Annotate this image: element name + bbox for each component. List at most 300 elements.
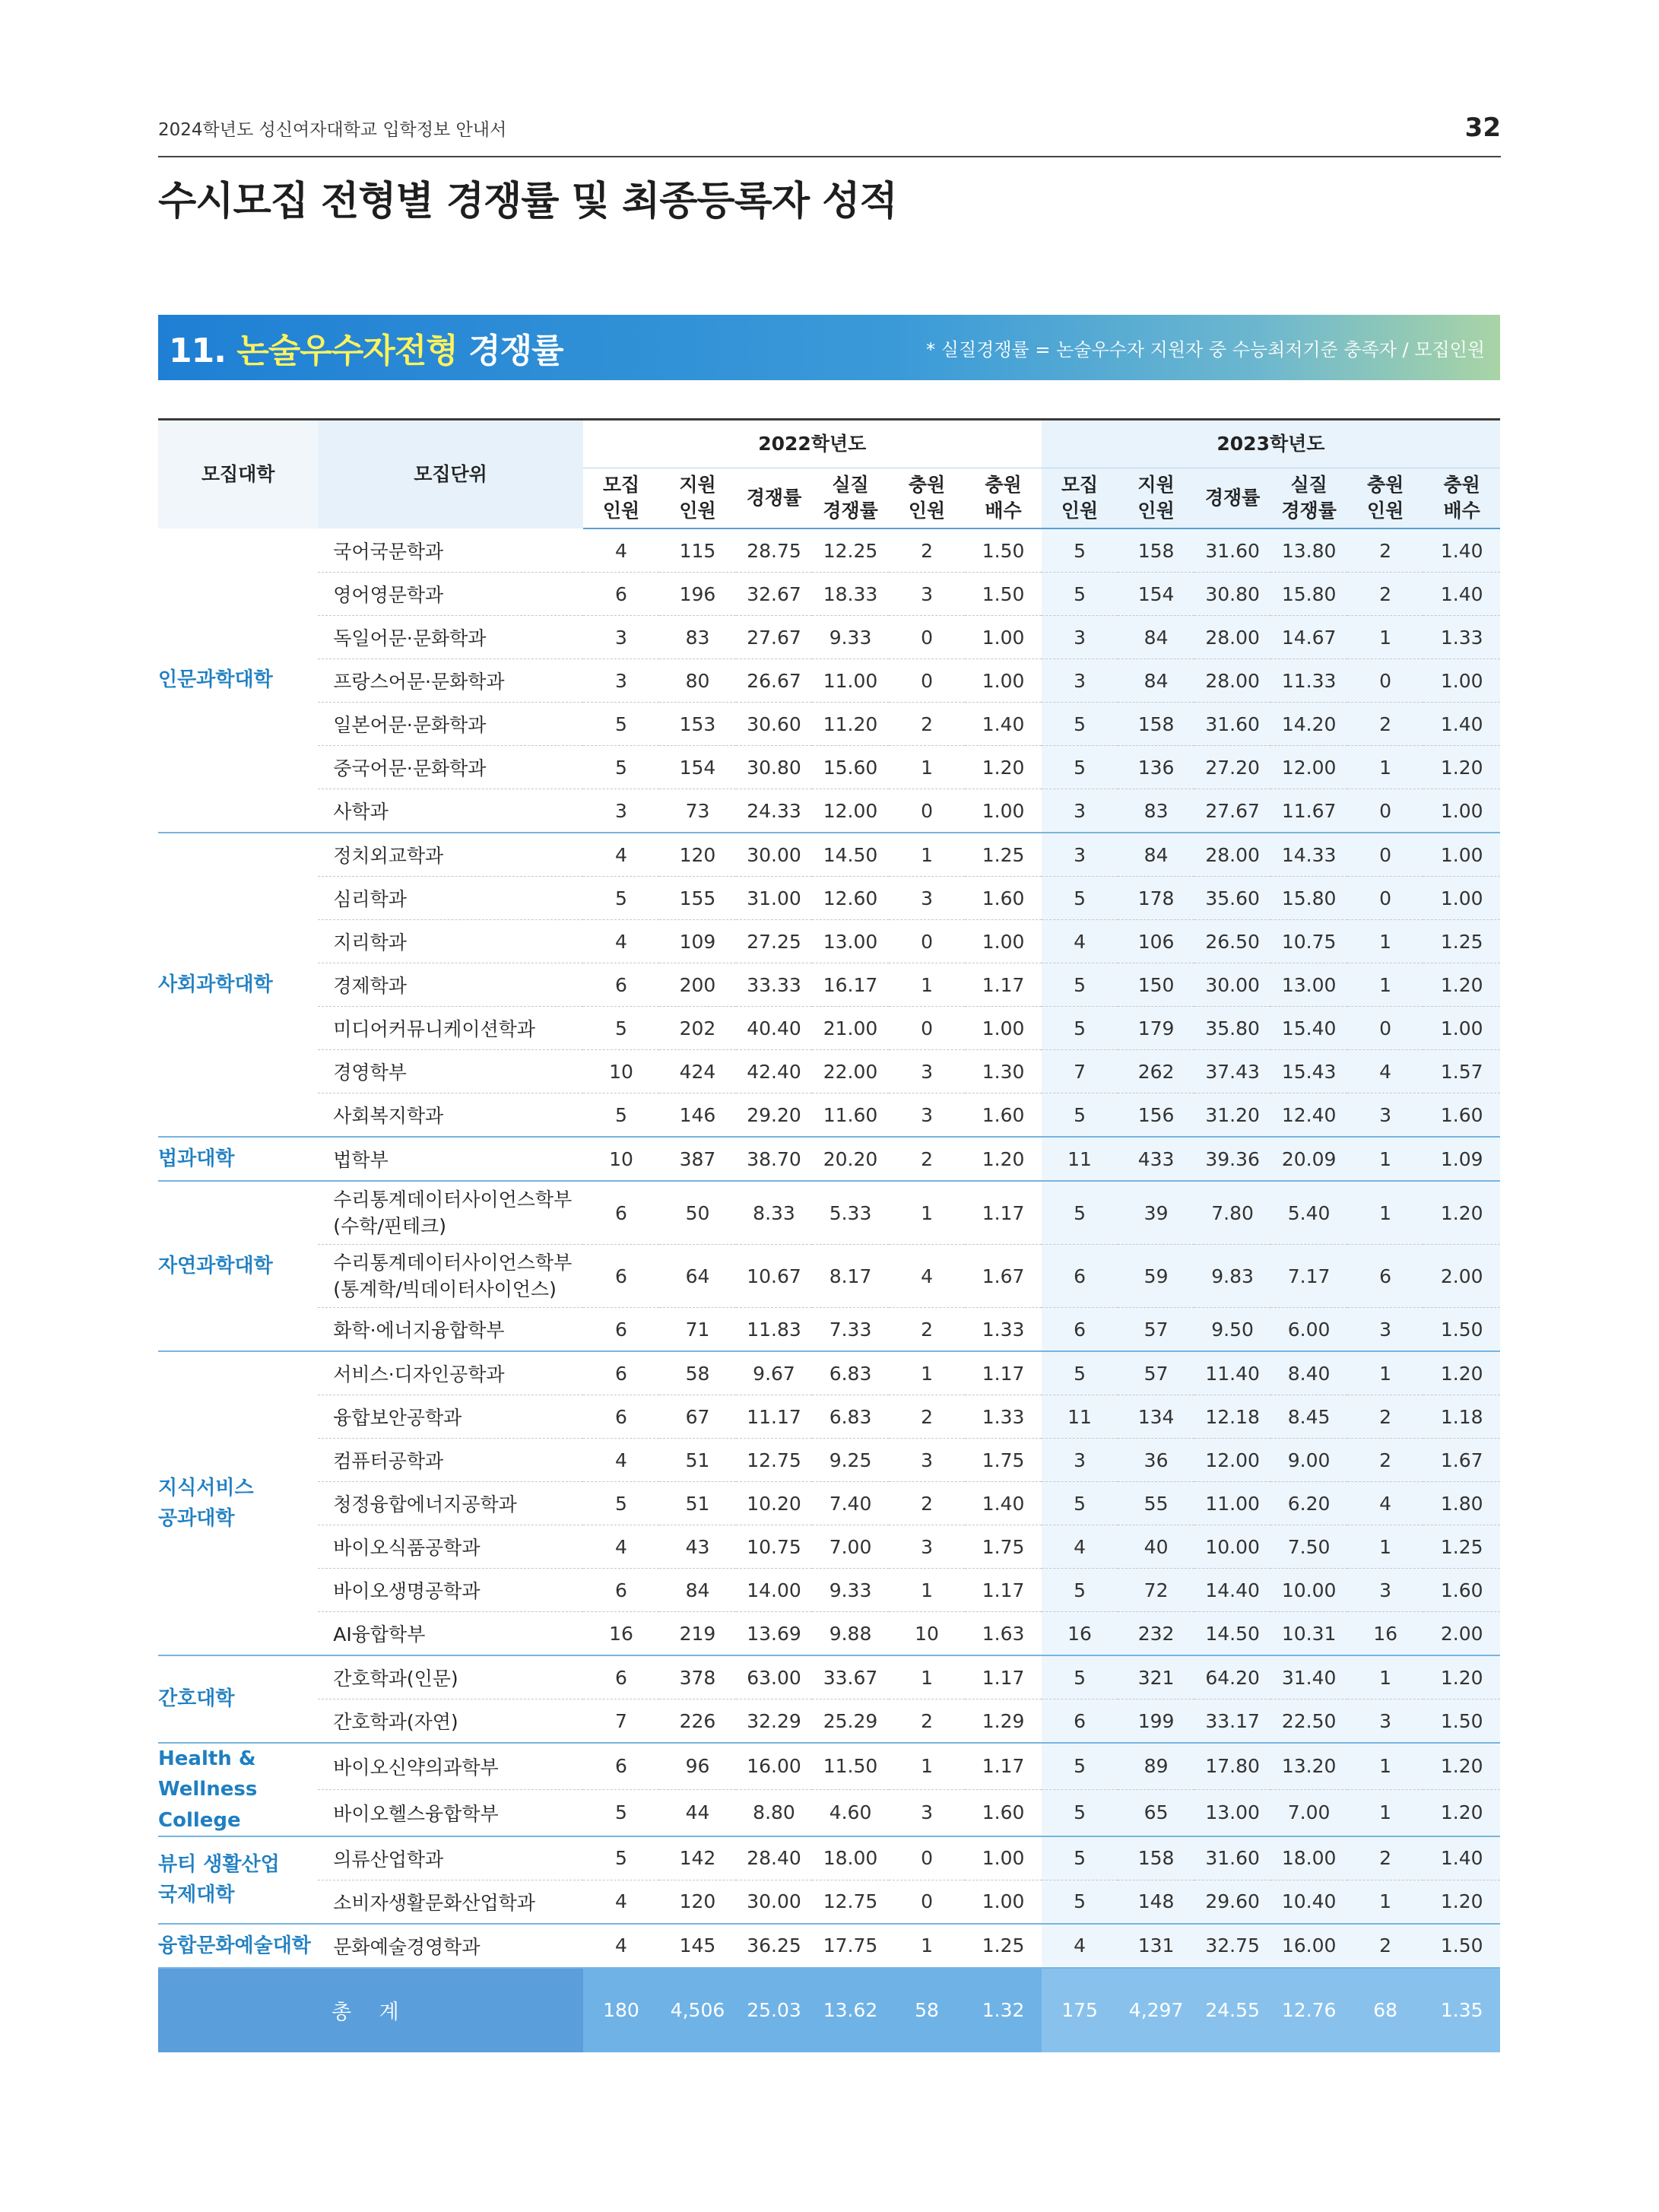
- cell-value: 6.00: [1270, 1308, 1347, 1352]
- total-value: 1.35: [1423, 1968, 1500, 2052]
- cell-value: 7.40: [812, 1482, 889, 1525]
- sub-header-2022-2: 경쟁률: [736, 468, 813, 529]
- cell-value: 15.80: [1270, 877, 1347, 920]
- cell-value: 1.25: [965, 1924, 1042, 1968]
- cell-value: 262: [1118, 1050, 1194, 1093]
- cell-value: 6.83: [812, 1351, 889, 1395]
- cell-value: 8.33: [736, 1181, 813, 1245]
- cell-value: 1: [1347, 1655, 1424, 1699]
- cell-value: 1: [1347, 920, 1424, 963]
- cell-value: 1.00: [965, 920, 1042, 963]
- page-number: 32: [1464, 113, 1501, 143]
- cell-value: 148: [1118, 1880, 1194, 1924]
- cell-value: 2: [889, 703, 966, 746]
- cell-value: 40: [1118, 1525, 1194, 1569]
- univ-name: 뷰티 생활산업 국제대학: [158, 1836, 318, 1924]
- cell-value: 6: [1042, 1699, 1118, 1744]
- cell-value: 5: [1042, 963, 1118, 1007]
- cell-value: 11.83: [736, 1308, 813, 1352]
- cell-value: 1.00: [1423, 833, 1500, 877]
- cell-value: 0: [889, 1880, 966, 1924]
- cell-value: 9.83: [1194, 1245, 1271, 1308]
- cell-value: 1: [889, 1181, 966, 1245]
- cell-value: 12.60: [812, 877, 889, 920]
- cell-value: 30.00: [736, 1880, 813, 1924]
- cell-value: 67: [659, 1395, 736, 1439]
- cell-value: 1.17: [965, 1351, 1042, 1395]
- cell-value: 12.75: [812, 1880, 889, 1924]
- cell-value: 6.83: [812, 1395, 889, 1439]
- univ-name: 사회과학대학: [158, 833, 318, 1137]
- cell-value: 11: [1042, 1137, 1118, 1181]
- cell-value: 3: [583, 789, 660, 833]
- table-row: [158, 1007, 1500, 1050]
- dept-name: 바이오식품공학과: [318, 1525, 582, 1569]
- cell-value: 4: [583, 920, 660, 963]
- cell-value: 1.30: [965, 1050, 1042, 1093]
- dept-name: 간호학과(인문): [318, 1655, 582, 1699]
- cell-value: 11.00: [1194, 1482, 1271, 1525]
- cell-value: 83: [1118, 789, 1194, 833]
- cell-value: 27.25: [736, 920, 813, 963]
- cell-value: 1.50: [1423, 1699, 1500, 1744]
- cell-value: 378: [659, 1655, 736, 1699]
- cell-value: 7: [1042, 1050, 1118, 1093]
- cell-value: 7.33: [812, 1308, 889, 1352]
- cell-value: 10: [889, 1612, 966, 1656]
- cell-value: 155: [659, 877, 736, 920]
- cell-value: 1: [1347, 1181, 1424, 1245]
- cell-value: 27.67: [736, 616, 813, 659]
- dept-name: 국어국문학과: [318, 528, 582, 573]
- cell-value: 1.50: [1423, 1308, 1500, 1352]
- table-row: [158, 746, 1500, 789]
- cell-value: 35.60: [1194, 877, 1271, 920]
- cell-value: 4: [1347, 1050, 1424, 1093]
- sub-header-2022-0: 모집 인원: [583, 468, 660, 529]
- cell-value: 14.67: [1270, 616, 1347, 659]
- cell-value: 39: [1118, 1181, 1194, 1245]
- cell-value: 219: [659, 1612, 736, 1656]
- cell-value: 10.20: [736, 1482, 813, 1525]
- cell-value: 179: [1118, 1007, 1194, 1050]
- cell-value: 6: [583, 1569, 660, 1612]
- cell-value: 16.00: [736, 1743, 813, 1789]
- cell-value: 1: [1347, 1351, 1424, 1395]
- cell-value: 14.20: [1270, 703, 1347, 746]
- section-number: 11.: [169, 332, 226, 370]
- table-row: [158, 1569, 1500, 1612]
- cell-value: 1.20: [1423, 1655, 1500, 1699]
- cell-value: 3: [583, 616, 660, 659]
- cell-value: 11.67: [1270, 789, 1347, 833]
- cell-value: 8.17: [812, 1245, 889, 1308]
- header-year-2022: 2022학년도: [583, 420, 1042, 468]
- cell-value: 9.67: [736, 1351, 813, 1395]
- table-row: [158, 1351, 1500, 1395]
- cell-value: 3: [889, 877, 966, 920]
- cell-value: 106: [1118, 920, 1194, 963]
- cell-value: 120: [659, 833, 736, 877]
- cell-value: 5: [1042, 1351, 1118, 1395]
- cell-value: 10.67: [736, 1245, 813, 1308]
- cell-value: 3: [1042, 789, 1118, 833]
- cell-value: 1.33: [965, 1308, 1042, 1352]
- table-row: [158, 1137, 1500, 1181]
- cell-value: 1: [1347, 963, 1424, 1007]
- cell-value: 150: [1118, 963, 1194, 1007]
- dept-name: 화학·에너지융합학부: [318, 1308, 582, 1352]
- cell-value: 4.60: [812, 1789, 889, 1836]
- cell-value: 80: [659, 659, 736, 703]
- cell-value: 2: [1347, 1395, 1424, 1439]
- cell-value: 59: [1118, 1245, 1194, 1308]
- cell-value: 1.00: [965, 616, 1042, 659]
- table-row: [158, 1699, 1500, 1744]
- cell-value: 12.75: [736, 1439, 813, 1482]
- cell-value: 64: [659, 1245, 736, 1308]
- cell-value: 9.33: [812, 616, 889, 659]
- total-value: 1.32: [965, 1968, 1042, 2052]
- cell-value: 51: [659, 1439, 736, 1482]
- cell-value: 13.00: [1270, 963, 1347, 1007]
- cell-value: 5: [583, 877, 660, 920]
- cell-value: 1: [1347, 1743, 1424, 1789]
- cell-value: 4: [583, 1439, 660, 1482]
- dept-name: 경영학부: [318, 1050, 582, 1093]
- cell-value: 27.67: [1194, 789, 1271, 833]
- cell-value: 64.20: [1194, 1655, 1271, 1699]
- cell-value: 5: [1042, 1007, 1118, 1050]
- cell-value: 1: [889, 833, 966, 877]
- cell-value: 4: [1042, 1525, 1118, 1569]
- table-row: [158, 1395, 1500, 1439]
- cell-value: 1: [1347, 616, 1424, 659]
- dept-name: AI융합학부: [318, 1612, 582, 1656]
- cell-value: 9.33: [812, 1569, 889, 1612]
- cell-value: 1.57: [1423, 1050, 1500, 1093]
- cell-value: 55: [1118, 1482, 1194, 1525]
- cell-value: 25.29: [812, 1699, 889, 1744]
- cell-value: 1.18: [1423, 1395, 1500, 1439]
- cell-value: 4: [1042, 920, 1118, 963]
- cell-value: 8.40: [1270, 1351, 1347, 1395]
- cell-value: 1.17: [965, 963, 1042, 1007]
- cell-value: 109: [659, 920, 736, 963]
- sub-header-2023-3: 실질 경쟁률: [1270, 468, 1347, 529]
- cell-value: 6: [583, 1181, 660, 1245]
- cell-value: 1: [889, 963, 966, 1007]
- cell-value: 6: [1042, 1245, 1118, 1308]
- cell-value: 14.33: [1270, 833, 1347, 877]
- cell-value: 158: [1118, 528, 1194, 573]
- cell-value: 5: [583, 1482, 660, 1525]
- cell-value: 13.00: [1194, 1789, 1271, 1836]
- cell-value: 2: [889, 1482, 966, 1525]
- dept-name: 간호학과(자연): [318, 1699, 582, 1744]
- cell-value: 72: [1118, 1569, 1194, 1612]
- cell-value: 3: [1042, 833, 1118, 877]
- cell-value: 1.25: [965, 833, 1042, 877]
- total-row: [158, 1968, 1500, 2052]
- cell-value: 11.33: [1270, 659, 1347, 703]
- cell-value: 5.33: [812, 1181, 889, 1245]
- dept-name: 융합보안공학과: [318, 1395, 582, 1439]
- cell-value: 2: [889, 1137, 966, 1181]
- dept-name: 사학과: [318, 789, 582, 833]
- cell-value: 8.80: [736, 1789, 813, 1836]
- cell-value: 4: [583, 1525, 660, 1569]
- cell-value: 57: [1118, 1351, 1194, 1395]
- cell-value: 2: [1347, 703, 1424, 746]
- total-value: 175: [1042, 1968, 1118, 2052]
- cell-value: 5: [1042, 703, 1118, 746]
- cell-value: 5: [583, 1789, 660, 1836]
- cell-value: 1.80: [1423, 1482, 1500, 1525]
- table-row: [158, 659, 1500, 703]
- cell-value: 142: [659, 1836, 736, 1880]
- cell-value: 7.50: [1270, 1525, 1347, 1569]
- cell-value: 11.20: [812, 703, 889, 746]
- cell-value: 4: [583, 833, 660, 877]
- table-row: [158, 1093, 1500, 1138]
- cell-value: 31.20: [1194, 1093, 1271, 1138]
- cell-value: 321: [1118, 1655, 1194, 1699]
- cell-value: 32.75: [1194, 1924, 1271, 1968]
- sub-header-2022-1: 지원 인원: [659, 468, 736, 529]
- cell-value: 1.17: [965, 1181, 1042, 1245]
- cell-value: 18.00: [812, 1836, 889, 1880]
- cell-value: 28.75: [736, 528, 813, 573]
- dept-name: 지리학과: [318, 920, 582, 963]
- cell-value: 5: [1042, 1655, 1118, 1699]
- cell-value: 145: [659, 1924, 736, 1968]
- cell-value: 1.00: [1423, 877, 1500, 920]
- cell-value: 13.20: [1270, 1743, 1347, 1789]
- cell-value: 5: [1042, 1093, 1118, 1138]
- cell-value: 84: [659, 1569, 736, 1612]
- cell-value: 63.00: [736, 1655, 813, 1699]
- table-row: [158, 920, 1500, 963]
- cell-value: 16: [583, 1612, 660, 1656]
- cell-value: 28.00: [1194, 833, 1271, 877]
- table-row: [158, 789, 1500, 833]
- cell-value: 7.00: [1270, 1789, 1347, 1836]
- cell-value: 134: [1118, 1395, 1194, 1439]
- cell-value: 1.00: [965, 789, 1042, 833]
- cell-value: 17.80: [1194, 1743, 1271, 1789]
- cell-value: 39.36: [1194, 1137, 1271, 1181]
- cell-value: 1.20: [1423, 1743, 1500, 1789]
- dept-name: 프랑스어문·문화학과: [318, 659, 582, 703]
- cell-value: 11.17: [736, 1395, 813, 1439]
- cell-value: 71: [659, 1308, 736, 1352]
- cell-value: 1: [889, 1743, 966, 1789]
- cell-value: 22.50: [1270, 1699, 1347, 1744]
- cell-value: 31.60: [1194, 1836, 1271, 1880]
- cell-value: 21.00: [812, 1007, 889, 1050]
- cell-value: 4: [1347, 1482, 1424, 1525]
- dept-name: 심리학과: [318, 877, 582, 920]
- cell-value: 6: [583, 1308, 660, 1352]
- cell-value: 9.50: [1194, 1308, 1271, 1352]
- cell-value: 30.00: [736, 833, 813, 877]
- cell-value: 1.00: [965, 659, 1042, 703]
- cell-value: 158: [1118, 1836, 1194, 1880]
- cell-value: 120: [659, 1880, 736, 1924]
- cell-value: 11.40: [1194, 1351, 1271, 1395]
- cell-value: 0: [889, 1836, 966, 1880]
- cell-value: 1.40: [1423, 1836, 1500, 1880]
- sub-header-2023-5: 충원 배수: [1423, 468, 1500, 529]
- cell-value: 24.33: [736, 789, 813, 833]
- cell-value: 58: [659, 1351, 736, 1395]
- cell-value: 26.50: [1194, 920, 1271, 963]
- total-value: 4,297: [1118, 1968, 1194, 2052]
- cell-value: 32.29: [736, 1699, 813, 1744]
- cell-value: 30.60: [736, 703, 813, 746]
- dept-name: 사회복지학과: [318, 1093, 582, 1138]
- cell-value: 1.00: [1423, 1007, 1500, 1050]
- dept-name: 컴퓨터공학과: [318, 1439, 582, 1482]
- cell-value: 10.75: [736, 1525, 813, 1569]
- cell-value: 1.09: [1423, 1137, 1500, 1181]
- cell-value: 5: [1042, 746, 1118, 789]
- cell-value: 84: [1118, 659, 1194, 703]
- cell-value: 10.00: [1270, 1569, 1347, 1612]
- table-row: [158, 1880, 1500, 1924]
- cell-value: 199: [1118, 1699, 1194, 1744]
- cell-value: 10.40: [1270, 1880, 1347, 1924]
- cell-value: 1.00: [1423, 659, 1500, 703]
- cell-value: 6: [583, 573, 660, 616]
- cell-value: 50: [659, 1181, 736, 1245]
- cell-value: 29.20: [736, 1093, 813, 1138]
- cell-value: 4: [583, 1924, 660, 1968]
- dept-name: 중국어문·문화학과: [318, 746, 582, 789]
- table-row: [158, 703, 1500, 746]
- cell-value: 11.00: [812, 659, 889, 703]
- dept-name: 미디어커뮤니케이션학과: [318, 1007, 582, 1050]
- cell-value: 1.25: [1423, 1525, 1500, 1569]
- cell-value: 2: [1347, 528, 1424, 573]
- dept-name: 경제학과: [318, 963, 582, 1007]
- cell-value: 5: [1042, 1482, 1118, 1525]
- cell-value: 3: [1347, 1093, 1424, 1138]
- cell-value: 13.69: [736, 1612, 813, 1656]
- dept-name: 바이오신약의과학부: [318, 1743, 582, 1789]
- cell-value: 6: [583, 1655, 660, 1699]
- cell-value: 10.31: [1270, 1612, 1347, 1656]
- cell-value: 146: [659, 1093, 736, 1138]
- cell-value: 196: [659, 573, 736, 616]
- cell-value: 9.25: [812, 1439, 889, 1482]
- cell-value: 30.80: [736, 746, 813, 789]
- cell-value: 1.60: [965, 877, 1042, 920]
- cell-value: 8.45: [1270, 1395, 1347, 1439]
- cell-value: 2: [1347, 1439, 1424, 1482]
- cell-value: 6: [583, 1351, 660, 1395]
- cell-value: 3: [1347, 1308, 1424, 1352]
- cell-value: 1.00: [965, 1007, 1042, 1050]
- cell-value: 28.00: [1194, 659, 1271, 703]
- table-row: [158, 1482, 1500, 1525]
- cell-value: 33.33: [736, 963, 813, 1007]
- cell-value: 6: [583, 1743, 660, 1789]
- cell-value: 20.09: [1270, 1137, 1347, 1181]
- cell-value: 1.20: [1423, 1351, 1500, 1395]
- cell-value: 2: [1347, 1924, 1424, 1968]
- table-row: [158, 1743, 1500, 1789]
- cell-value: 1.40: [1423, 528, 1500, 573]
- dept-name: 바이오헬스융합학부: [318, 1789, 582, 1836]
- cell-value: 6: [1347, 1245, 1424, 1308]
- cell-value: 6: [583, 963, 660, 1007]
- cell-value: 1.20: [1423, 1789, 1500, 1836]
- cell-value: 3: [889, 1050, 966, 1093]
- cell-value: 154: [1118, 573, 1194, 616]
- cell-value: 136: [1118, 746, 1194, 789]
- cell-value: 11.60: [812, 1093, 889, 1138]
- cell-value: 1: [1347, 1880, 1424, 1924]
- cell-value: 96: [659, 1743, 736, 1789]
- cell-value: 0: [889, 1007, 966, 1050]
- header-year-2023: 2023학년도: [1042, 420, 1500, 468]
- cell-value: 17.75: [812, 1924, 889, 1968]
- cell-value: 28.40: [736, 1836, 813, 1880]
- cell-value: 200: [659, 963, 736, 1007]
- cell-value: 35.80: [1194, 1007, 1271, 1050]
- cell-value: 33.67: [812, 1655, 889, 1699]
- cell-value: 1.17: [965, 1655, 1042, 1699]
- cell-value: 5: [583, 1093, 660, 1138]
- cell-value: 0: [889, 659, 966, 703]
- cell-value: 154: [659, 746, 736, 789]
- cell-value: 28.00: [1194, 616, 1271, 659]
- header-univ: 모집대학: [158, 420, 318, 529]
- cell-value: 6: [1042, 1308, 1118, 1352]
- dept-name: 서비스·디자인공학과: [318, 1351, 582, 1395]
- cell-value: 37.43: [1194, 1050, 1271, 1093]
- cell-value: 89: [1118, 1743, 1194, 1789]
- cell-value: 131: [1118, 1924, 1194, 1968]
- cell-value: 26.67: [736, 659, 813, 703]
- cell-value: 1.67: [1423, 1439, 1500, 1482]
- document-header-title: 2024학년도 성신여자대학교 입학정보 안내서: [158, 120, 507, 140]
- cell-value: 14.50: [1194, 1612, 1271, 1656]
- table-row: [158, 1245, 1500, 1308]
- cell-value: 5: [583, 703, 660, 746]
- header-divider: [158, 156, 1501, 157]
- cell-value: 4: [583, 1880, 660, 1924]
- cell-value: 12.25: [812, 528, 889, 573]
- section-title: [169, 323, 563, 372]
- page-title: 수시모집 전형별 경쟁률 및 최종등록자 성적: [158, 179, 897, 224]
- univ-name: 인문과학대학: [158, 528, 318, 833]
- cell-value: 7.17: [1270, 1245, 1347, 1308]
- cell-value: 36: [1118, 1439, 1194, 1482]
- section-note: * 실질경쟁률 = 논술우수자 지원자 중 수능최저기준 충족자 / 모집인원: [926, 338, 1485, 360]
- cell-value: 1.50: [965, 528, 1042, 573]
- total-label: 총 계: [158, 1968, 583, 2052]
- cell-value: 40.40: [736, 1007, 813, 1050]
- cell-value: 1.25: [1423, 920, 1500, 963]
- table-row: [158, 1655, 1500, 1699]
- dept-name: 수리통계데이터사이언스학부 (수학/핀테크): [318, 1181, 582, 1245]
- table-row: [158, 877, 1500, 920]
- cell-value: 57: [1118, 1308, 1194, 1352]
- cell-value: 15.60: [812, 746, 889, 789]
